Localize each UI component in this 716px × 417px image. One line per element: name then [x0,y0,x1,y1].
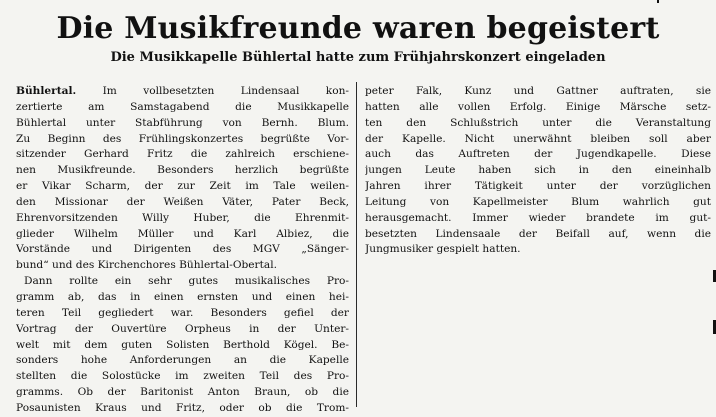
article-line: Vorstände und Dirigenten des MGV „Sänger- [16,243,349,256]
article-line: sitzender Gerhard Fritz die zahlreich erschiene- [16,148,349,161]
article-line: gramm ab, das in einen ernsten und einen hei- [16,290,349,303]
article-line: sonders hohe Anforderungen an die Kapelle [16,354,349,367]
article-line: Bühlertal unter Stabführung von Bernh. Blum. [16,116,349,129]
article-line: Jahren ihrer Tätigkeit unter der vorzüglichen [365,180,711,193]
article-line: ten den Schlußstrich unter die Veranstaltung [365,116,711,129]
article-line: teren Teil gegliedert war. Besonders gefiel der [16,306,349,319]
article-line: peter Falk, Kunz und Gattner auftraten, sie [365,85,711,97]
article-line: hatten alle vollen Erfolg. Einige Märsche setz- [365,100,711,113]
article-line: herausgemacht. Immer wieder brandete im gut- [365,211,711,224]
article-right-column [365,84,711,258]
column-divider [356,82,357,407]
article-left-column [16,84,349,417]
article-line: Zu Beginn des Frühlingskonzertes begrüßte Vor- [16,132,349,145]
headline: Die Musikfreunde waren begeistert [56,11,660,46]
article-line: Jungmusiker gespielt hatten. [365,243,521,256]
article-line: stellten die Solostücke im zweiten Teil des Pro- [16,370,349,383]
article-line: jungen Leute haben sich in den eineinhalb [365,164,711,177]
article-line: Posaunisten Kraus und Fritz, oder ob die Trom- [16,401,349,414]
article-line: Dann rollte ein sehr gutes musikalisches Pro- [24,275,349,288]
article-line: gramms. Ob der Baritonist Anton Braun, ob die [16,386,349,399]
article-line: er Vikar Scharm, der zur Zeit im Tale weilen- [16,180,349,193]
subheadline: Die Musikkapelle Bühlertal hatte zum Frühjahrskonzert eingeladen [110,50,606,65]
article-line: den Missionar der Weißen Väter, Pater Beck, [16,195,349,208]
article-line: Bühlertal. Im vollbesetzten Lindensaal kon- [16,85,349,97]
article-line: zertierte am Samstagabend die Musikkapelle [16,100,349,113]
print-mark [657,0,659,3]
article-line: glieder Wilhelm Müller und Karl Albiez, die [16,227,349,240]
article-line: welt mit dem guten Solisten Berthold Kögel. Be- [16,338,349,351]
article-line: Vortrag der Ouvertüre Orpheus in der Unter- [16,322,349,335]
article-line: der Kapelle. Nicht unerwähnt bleiben soll aber [365,132,711,145]
article-line: auch das Auftreten der Jugendkapelle. Diese [365,148,711,161]
article-line: besetzten Lindensaale der Beifall auf, wenn die [365,227,711,240]
article-line: Ehrenvorsitzenden Willy Huber, die Ehrenmit- [16,211,349,224]
article-line: nen Musikfreunde. Besonders herzlich begrüßte [16,164,349,177]
article-line: Leitung von Kapellmeister Blum wahrlich gut [365,195,711,208]
article-line: bund“ und des Kirchenchores Bühlertal-Obertal. [16,259,277,272]
dateline: Bühlertal. [16,85,77,97]
